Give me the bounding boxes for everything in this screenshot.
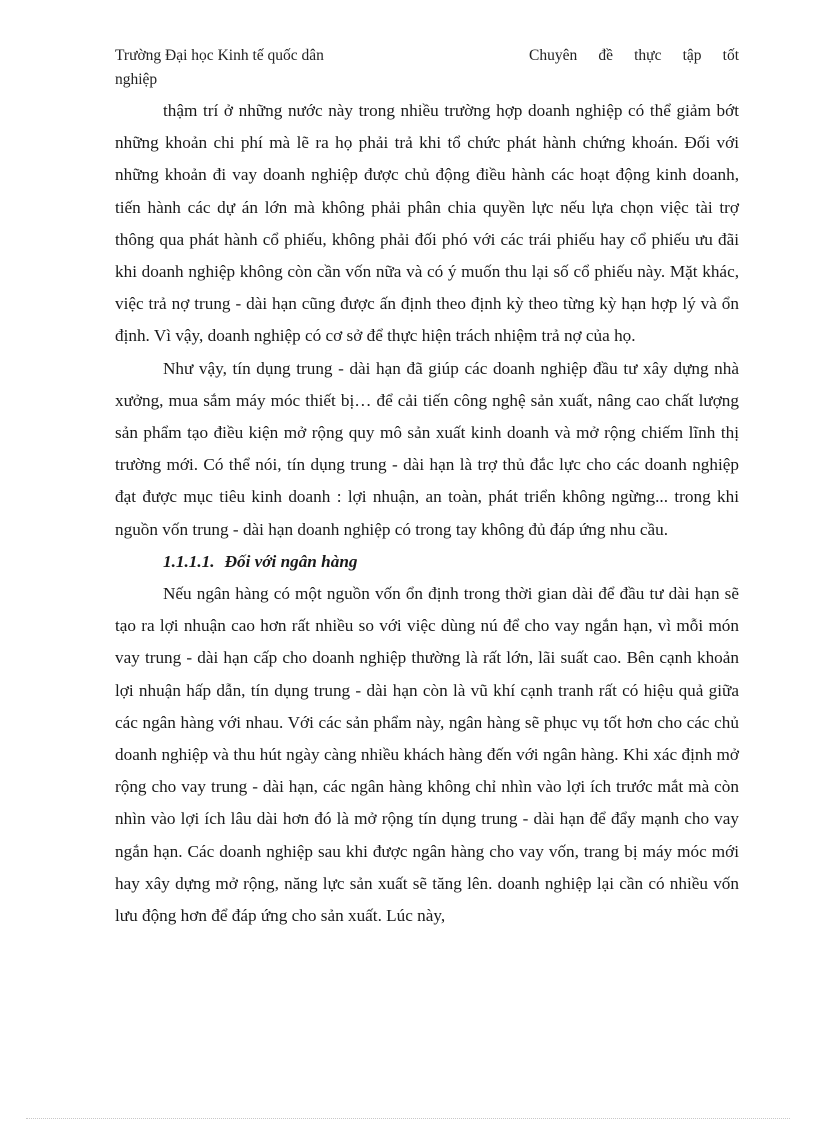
paragraph-credit-summary: Như vậy, tín dụng trung - dài hạn đã giúp các doanh nghiệp đầu tư xây dựng nhà xưởng, mua sắm máy móc thiết bị… để cải tiến công nghệ sản xuất, nâng cao chất lượng sản phẩm tạo điều kiện mở rộng quy mô sản xuất kinh doanh và mở rộng chiếm lĩnh thị trường mới. Có thể nói, tín dụng trung - dài hạn là trợ thủ đắc lực cho các doanh nghiệp đạt được mục tiêu kinh doanh : lợi nhuận, an toàn, phát triển không ngừng... trong khi nguồn vốn trung - dài hạn doanh nghiệp có trong tay không đủ đáp ứng nhu cầu. xyxy=(115,358,739,539)
paragraph-bank-benefits: Nếu ngân hàng có một nguồn vốn ổn định trong thời gian dài để đầu tư dài hạn sẽ tạo ra lợi nhuận cao hơn rất nhiều so với việc dùng nú để cho vay ngắn hạn, vì mỗi món vay trung - dài hạn cấp cho doanh nghiệp thường là rất lớn, lãi suất cao. Bên cạnh khoản lợi nhuận hấp dẫn, tín dụng trung - dài hạn còn là vũ khí cạnh tranh rất có hiệu quả giữa các ngân hàng với nhau. Với các sản phẩm này, ngân hàng sẽ phục vụ tốt hơn cho các chủ doanh nghiệp và thu hút ngày càng nhiều khách hàng đến với ngân hàng. Khi xác định mở rộng cho vay trung - dài hạn, các ngân hàng không chỉ nhìn vào lợi ích trước mắt mà còn nhìn vào lợi ích lâu dài hơn đó là mở rộng tín dụng trung - dài hạn để đẩy mạnh cho vay ngắn hạn. Các doanh nghiệp sau khi được ngân hàng cho vay vốn, trang bị máy móc mới hay xây dựng mở rộng, năng lực sản xuất sẽ tăng lên. doanh nghiệp lại cần có nhiều vốn lưu động hơn để đáp ứng cho sản xuất. Lúc này, xyxy=(115,584,739,926)
section-number: 1.1.1.1. xyxy=(163,551,215,571)
page-bottom-divider xyxy=(26,1118,790,1119)
paragraph-continued: thậm trí ở những nước này trong nhiều trường hợp doanh nghiệp có thể giảm bớt những khoản chi phí mà lẽ ra họ phải trả khi tổ chức phát hành chứng khoán. Đối với những khoản đi vay doanh nghiệp được chủ động điều hành các hoạt động kinh doanh, tiến hành các dự án lớn mà không phải phân chia quyền lực nếu lựa chọn việc tài trợ thông qua phát hành cổ phiếu, không phải đối phó với các trái phiếu hay cổ phiếu ưu đãi khi doanh nghiệp không còn cần vốn nữa và có ý muốn thu lại số cổ phiếu này. Mặt khác, việc trả nợ trung - dài hạn cũng được ấn định theo định kỳ theo từng kỳ hạn hợp lý và ổn định. Vì vậy, doanh nghiệp có cơ sở để thực hiện trách nhiệm trả nợ của họ. xyxy=(115,101,739,346)
header-university: Trường Đại học Kinh tế quốc dân xyxy=(115,47,324,64)
body-text xyxy=(115,95,739,932)
section-title: Đối với ngân hàng xyxy=(224,551,358,571)
header-report-title: Chuyên đề thực tập tốt xyxy=(529,47,739,64)
section-heading xyxy=(115,546,739,578)
header-report-title-continuation: nghiệp xyxy=(115,71,158,88)
